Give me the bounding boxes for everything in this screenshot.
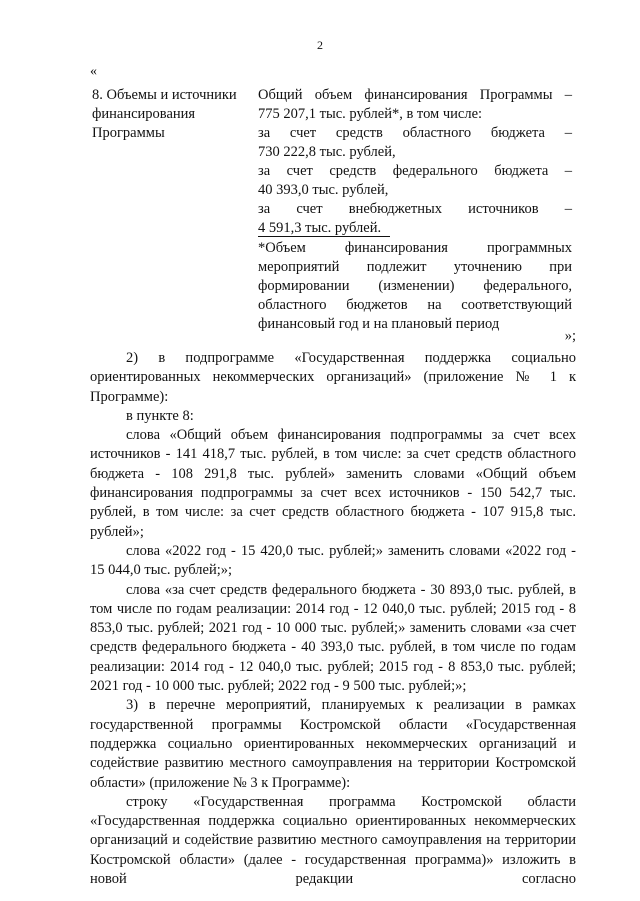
paragraph-item-2: 2) в подпрограмме «Государственная поддержка социально ориентированных некоммерческих организаций» (приложение № 1 к Программе): <box>90 350 576 405</box>
footnote-line: финансовый год и на плановый период <box>258 316 500 332</box>
paragraph-item-3-row: строку «Государственная программа Костромской области «Государственная поддержка социально ориентированных некоммерческих организаций и содействие развитию местного самоуправления на территории Костромской области» (далее - государственная программа)» изложить в новой редакции согласно <box>90 793 576 888</box>
financing-line: за счет внебюджетных источников – <box>258 201 572 217</box>
closing-quote: »; <box>564 328 576 344</box>
passport-section-label: 8. Объемы и источники финансирования Программы <box>92 87 237 141</box>
document-body <box>90 349 576 889</box>
footnote-line: мероприятий подлежит уточнению при <box>258 259 572 275</box>
footnote-line: формировании (изменении) федерального, <box>258 278 572 294</box>
footnote <box>258 239 572 334</box>
footnote-separator <box>258 236 390 237</box>
paragraph-item-3: 3) в перечне мероприятий, планируемых к реализации в рамках государственной программы Костромской области «Государственная поддержка социально ориентированных некоммерческих организаций и содействие развитию местного самоуправления на территории Костромской области» (приложение № 3 к Программе): <box>90 697 576 791</box>
footnote-line: областного бюджетов на соответствующий <box>258 297 572 313</box>
footnote-line: *Объем финансирования программных <box>258 240 572 256</box>
paragraph-item-2-words-1: слова «Общий объем финансирования подпрограммы за счет всех источников - 141 418,7 тыс. рублей, в том числе: за счет средств областного бюджета - 108 291,8 тыс. рублей» заменить словами «Общий объем финансирования подпрограммы за счет всех источников - 150 542,7 тыс. рублей, в том числе: за счет средств областного бюджета - 107 915,8 тыс. рублей»; <box>90 427 576 540</box>
financing-line: 40 393,0 тыс. рублей, <box>258 182 389 198</box>
paragraph-item-2-point: в пункте 8: <box>126 407 194 424</box>
passport-financing-text <box>258 86 572 238</box>
paragraph-item-2-words-2: слова «2022 год - 15 420,0 тыс. рублей;» заменить словами «2022 год - 15 044,0 тыс. рублей;»; <box>90 542 576 579</box>
financing-line: 4 591,3 тыс. рублей. <box>258 220 382 236</box>
financing-line: Общий объем финансирования Программы – <box>258 87 572 103</box>
opening-quote: « <box>90 64 97 79</box>
financing-line: 775 207,1 тыс. рублей*, в том числе: <box>258 106 483 122</box>
financing-line: за счет средств областного бюджета – <box>258 125 572 141</box>
page-number: 2 <box>317 38 323 52</box>
paragraph-item-2-words-3: слова «за счет средств федерального бюджета - 30 893,0 тыс. рублей, в том числе по годам реализации: 2014 год - 12 040,0 тыс. рублей; 2015 год - 8 853,0 тыс. рублей; 2021 год - 10 000 тыс. рублей;» заменить словами «за счет средств федерального бюджета - 40 393,0 тыс. рублей, в том числе по годам реализации: 2014 год - 12 040,0 тыс. рублей; 2015 год - 8 853,0 тыс. рублей; 2021 год - 10 000 тыс. рублей; 2022 год - 9 500 тыс. рублей;»; <box>90 581 576 695</box>
financing-line: 730 222,8 тыс. рублей, <box>258 144 396 160</box>
financing-line: за счет средств федерального бюджета – <box>258 163 572 179</box>
